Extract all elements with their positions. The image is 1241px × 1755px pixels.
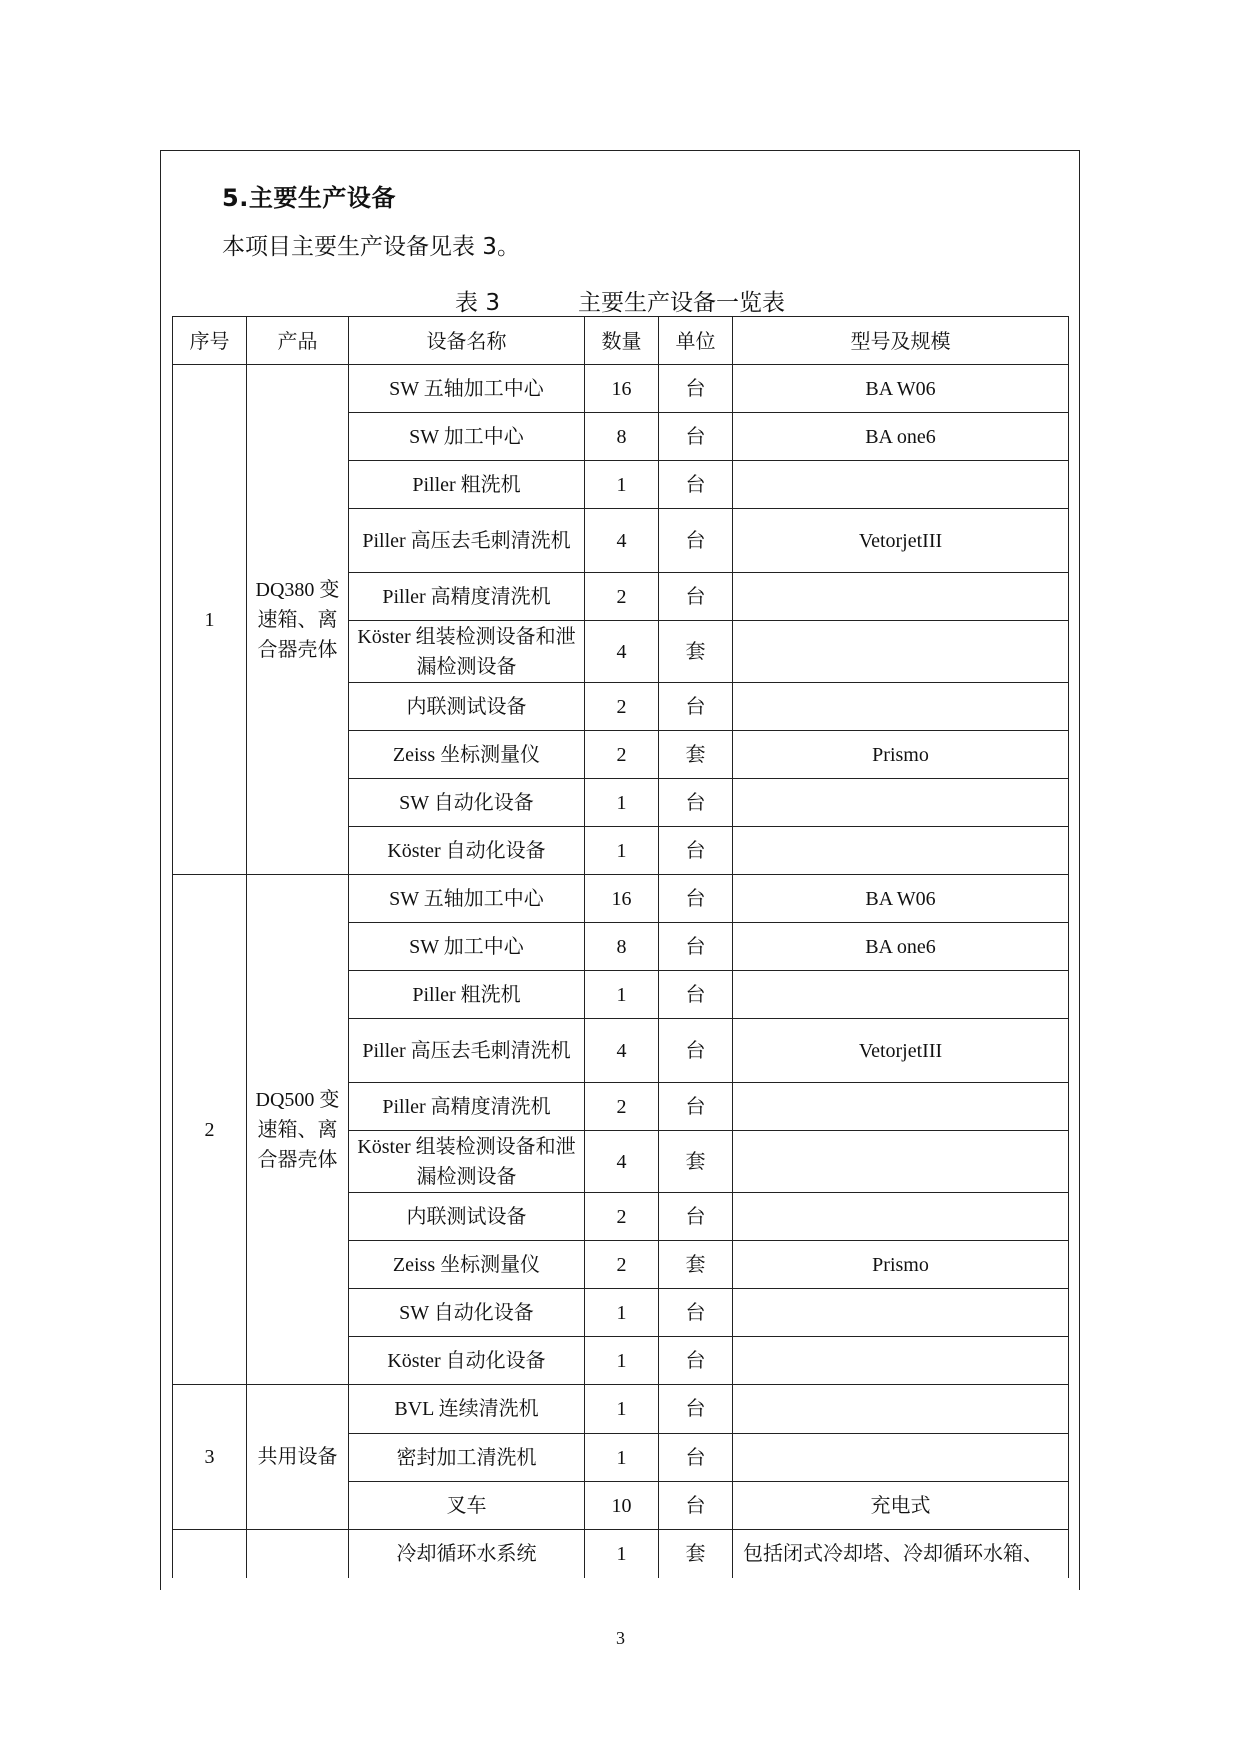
- equipment-name-cell: Köster 组装检测设备和泄漏检测设备: [349, 1131, 585, 1193]
- model-cell: [733, 1193, 1069, 1241]
- unit-cell: 套: [659, 731, 733, 779]
- table-row: [173, 875, 1069, 923]
- model-cell: [733, 1385, 1069, 1434]
- product-cell: [247, 1530, 349, 1578]
- equipment-name-cell: Piller 高压去毛刺清洗机: [349, 509, 585, 573]
- page-number: 3: [616, 1628, 625, 1648]
- model-cell: [733, 779, 1069, 827]
- header-cell: 序号: [173, 317, 247, 365]
- equipment-name-cell: Piller 粗洗机: [349, 971, 585, 1019]
- model-cell: [733, 1434, 1069, 1482]
- equipment-name-cell: SW 五轴加工中心: [349, 365, 585, 413]
- model-cell: VetorjetIII: [733, 1019, 1069, 1083]
- header-cell: 设备名称: [349, 317, 585, 365]
- model-cell: BA one6: [733, 413, 1069, 461]
- equipment-name-cell: SW 自动化设备: [349, 1289, 585, 1337]
- equipment-name-cell: SW 自动化设备: [349, 779, 585, 827]
- product-cell: 共用设备: [247, 1385, 349, 1530]
- header-cell: 产品: [247, 317, 349, 365]
- unit-cell: 台: [659, 573, 733, 621]
- quantity-cell: 4: [585, 1019, 659, 1083]
- quantity-cell: 1: [585, 1385, 659, 1434]
- equipment-name-cell: BVL 连续清洗机: [349, 1385, 585, 1434]
- model-cell: [733, 1131, 1069, 1193]
- equipment-name-cell: Piller 高压去毛刺清洗机: [349, 1019, 585, 1083]
- equipment-name-cell: 密封加工清洗机: [349, 1434, 585, 1482]
- model-cell: Prismo: [733, 1241, 1069, 1289]
- quantity-cell: 4: [585, 1131, 659, 1193]
- unit-cell: 套: [659, 1530, 733, 1578]
- quantity-cell: 1: [585, 971, 659, 1019]
- unit-cell: 套: [659, 621, 733, 683]
- unit-cell: 台: [659, 923, 733, 971]
- model-cell: [733, 1289, 1069, 1337]
- seq-cell: 2: [173, 875, 247, 1385]
- model-cell: BA one6: [733, 923, 1069, 971]
- table-caption: [172, 284, 1068, 317]
- quantity-cell: 1: [585, 827, 659, 875]
- unit-cell: 台: [659, 1482, 733, 1530]
- table-row: [173, 1530, 1069, 1578]
- equipment-name-cell: 叉车: [349, 1482, 585, 1530]
- table-caption-title: 主要生产设备一览表: [577, 290, 785, 316]
- equipment-name-cell: 内联测试设备: [349, 1193, 585, 1241]
- unit-cell: 台: [659, 971, 733, 1019]
- quantity-cell: 1: [585, 1289, 659, 1337]
- unit-cell: 台: [659, 1434, 733, 1482]
- model-cell: [733, 621, 1069, 683]
- quantity-cell: 16: [585, 875, 659, 923]
- unit-cell: 台: [659, 461, 733, 509]
- model-cell: [733, 971, 1069, 1019]
- product-cell: DQ380 变速箱、离合器壳体: [247, 365, 349, 875]
- unit-cell: 台: [659, 1083, 733, 1131]
- quantity-cell: 8: [585, 923, 659, 971]
- equipment-name-cell: SW 五轴加工中心: [349, 875, 585, 923]
- seq-cell: 1: [173, 365, 247, 875]
- unit-cell: 台: [659, 827, 733, 875]
- quantity-cell: 1: [585, 1434, 659, 1482]
- table-caption-number: 表 3: [455, 290, 500, 316]
- equipment-name-cell: 冷却循环水系统: [349, 1530, 585, 1578]
- header-cell: 数量: [585, 317, 659, 365]
- unit-cell: 套: [659, 1131, 733, 1193]
- quantity-cell: 1: [585, 1530, 659, 1578]
- unit-cell: 台: [659, 1019, 733, 1083]
- quantity-cell: 8: [585, 413, 659, 461]
- model-cell: 包括闭式冷却塔、冷却循环水箱、: [733, 1530, 1069, 1578]
- model-cell: [733, 461, 1069, 509]
- equipment-name-cell: Zeiss 坐标测量仪: [349, 731, 585, 779]
- model-cell: [733, 827, 1069, 875]
- quantity-cell: 2: [585, 1193, 659, 1241]
- unit-cell: 台: [659, 413, 733, 461]
- equipment-table: [172, 316, 1069, 1578]
- model-cell: 充电式: [733, 1482, 1069, 1530]
- unit-cell: 台: [659, 365, 733, 413]
- table-row: [173, 365, 1069, 413]
- equipment-name-cell: SW 加工中心: [349, 923, 585, 971]
- equipment-name-cell: Piller 高精度清洗机: [349, 573, 585, 621]
- unit-cell: 台: [659, 1193, 733, 1241]
- equipment-name-cell: Piller 高精度清洗机: [349, 1083, 585, 1131]
- header-cell: 型号及规模: [733, 317, 1069, 365]
- quantity-cell: 2: [585, 731, 659, 779]
- quantity-cell: 1: [585, 461, 659, 509]
- equipment-name-cell: SW 加工中心: [349, 413, 585, 461]
- model-cell: [733, 683, 1069, 731]
- model-cell: Prismo: [733, 731, 1069, 779]
- model-cell: [733, 1083, 1069, 1131]
- equipment-name-cell: Köster 组装检测设备和泄漏检测设备: [349, 621, 585, 683]
- unit-cell: 台: [659, 509, 733, 573]
- model-cell: BA W06: [733, 875, 1069, 923]
- model-cell: [733, 573, 1069, 621]
- model-cell: BA W06: [733, 365, 1069, 413]
- unit-cell: 套: [659, 1241, 733, 1289]
- quantity-cell: 16: [585, 365, 659, 413]
- unit-cell: 台: [659, 779, 733, 827]
- seq-cell: [173, 1530, 247, 1578]
- unit-cell: 台: [659, 875, 733, 923]
- equipment-name-cell: 内联测试设备: [349, 683, 585, 731]
- table-row: [173, 1385, 1069, 1434]
- quantity-cell: 2: [585, 683, 659, 731]
- quantity-cell: 4: [585, 509, 659, 573]
- equipment-name-cell: Zeiss 坐标测量仪: [349, 1241, 585, 1289]
- unit-cell: 台: [659, 1337, 733, 1385]
- product-cell: DQ500 变速箱、离合器壳体: [247, 875, 349, 1385]
- model-cell: VetorjetIII: [733, 509, 1069, 573]
- section-heading: 5.主要生产设备: [222, 184, 396, 212]
- model-cell: [733, 1337, 1069, 1385]
- section-intro: 本项目主要生产设备见表 3。: [222, 234, 520, 260]
- quantity-cell: 1: [585, 779, 659, 827]
- unit-cell: 台: [659, 683, 733, 731]
- table-header-row: [173, 317, 1069, 365]
- equipment-name-cell: Piller 粗洗机: [349, 461, 585, 509]
- quantity-cell: 10: [585, 1482, 659, 1530]
- quantity-cell: 2: [585, 1083, 659, 1131]
- unit-cell: 台: [659, 1289, 733, 1337]
- quantity-cell: 1: [585, 1337, 659, 1385]
- quantity-cell: 2: [585, 1241, 659, 1289]
- unit-cell: 台: [659, 1385, 733, 1434]
- header-cell: 单位: [659, 317, 733, 365]
- quantity-cell: 2: [585, 573, 659, 621]
- equipment-name-cell: Köster 自动化设备: [349, 827, 585, 875]
- seq-cell: 3: [173, 1385, 247, 1530]
- equipment-name-cell: Köster 自动化设备: [349, 1337, 585, 1385]
- quantity-cell: 4: [585, 621, 659, 683]
